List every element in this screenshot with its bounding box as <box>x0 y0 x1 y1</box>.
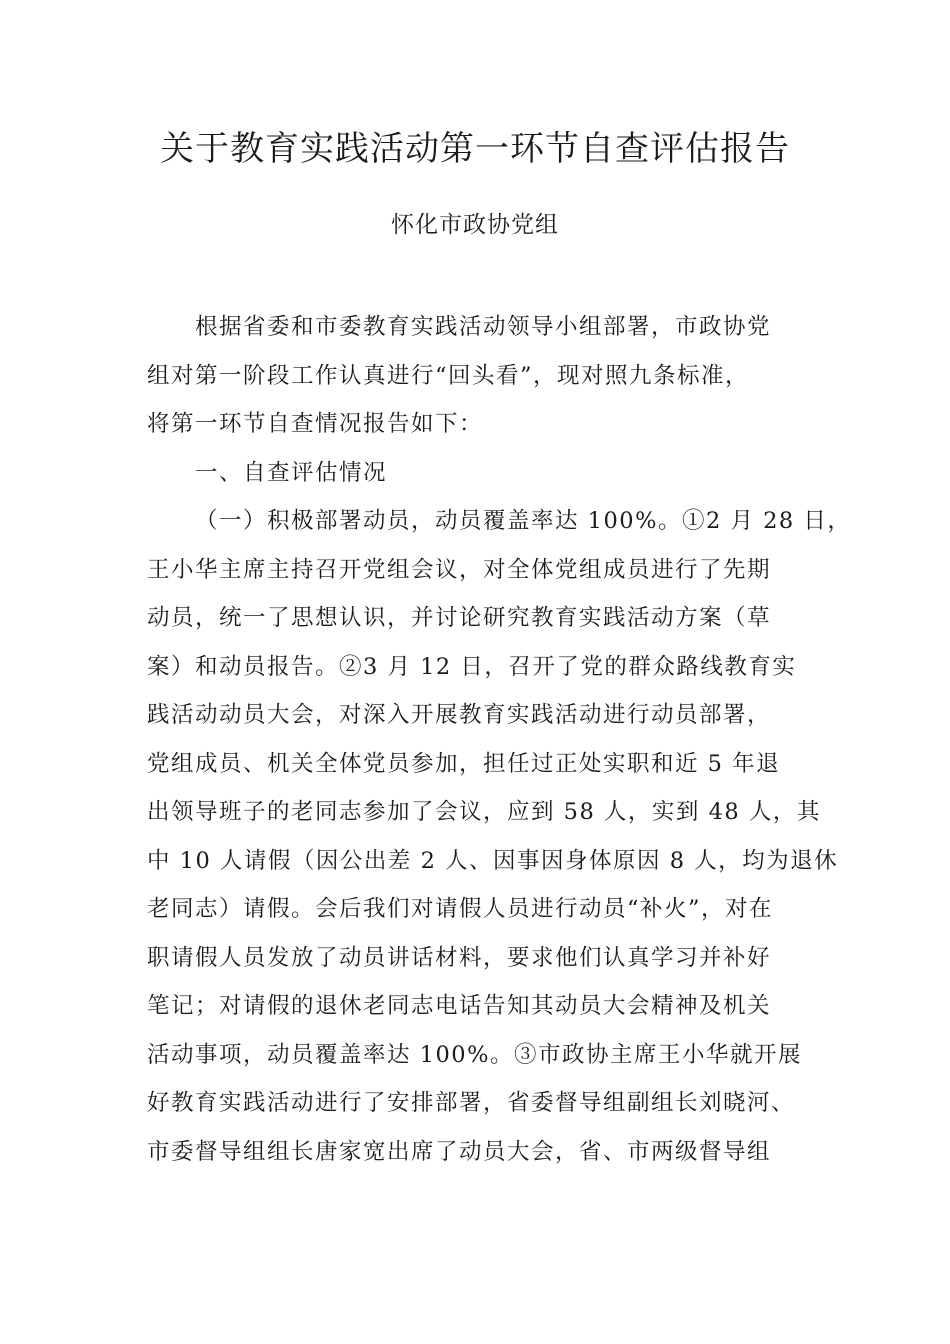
body-line: 党组成员、机关全体党员参加，担任过正处实职和近 5 年退 <box>147 750 781 777</box>
body-line: 活动事项，动员覆盖率达 100%。③市政协主席王小华就开展 <box>147 1041 802 1068</box>
body-line: 组对第一阶段工作认真进行“回头看”，现对照九条标准， <box>147 362 750 389</box>
body-line: 笔记；对请假的退休老同志电话告知其动员大会精神及机关 <box>147 993 772 1019</box>
body-line: 中 10 人请假（因公出差 2 人、因事因身体原因 8 人，均为退休 <box>147 847 839 874</box>
body-line: 动员，统一了思想认识，并讨论研究教育实践活动方案（草 <box>147 605 772 631</box>
document-title: 关于教育实践活动第一环节自查评估报告 <box>160 129 790 169</box>
body-line: 老同志）请假。会后我们对请假人员进行动员“补火”，对在 <box>147 896 774 922</box>
body-line: 出领导班子的老同志参加了会议，应到 58 人，实到 48 人，其 <box>147 799 821 825</box>
body-line: （一）积极部署动员，动员覆盖率达 100%。①2 月 28 日， <box>195 508 852 534</box>
body-line: 王小华主席主持召开党组会议，对全体党组成员进行了先期 <box>147 556 772 583</box>
body-line: 职请假人员发放了动员讲话材料，要求他们认真学习并补好 <box>147 944 772 971</box>
body-line: 案）和动员报告。②3 月 12 日，召开了党的群众路线教育实 <box>147 653 797 680</box>
body-line: 践活动动员大会，对深入开展教育实践活动进行动员部署， <box>147 702 772 728</box>
section-heading: 一、自查评估情况 <box>195 459 388 486</box>
body-line: 好教育实践活动进行了安排部署，省委督导组副组长刘晓河、 <box>147 1090 796 1116</box>
body-line: 市委督导组组长唐家宽出席了动员大会，省、市两级督导组 <box>147 1138 772 1165</box>
body-line: 将第一环节自查情况报告如下： <box>147 411 484 437</box>
document-body <box>147 303 852 1176</box>
body-line: 根据省委和市委教育实践活动领导小组部署，市政协党 <box>195 314 772 340</box>
document-author: 怀化市政协党组 <box>391 212 559 238</box>
